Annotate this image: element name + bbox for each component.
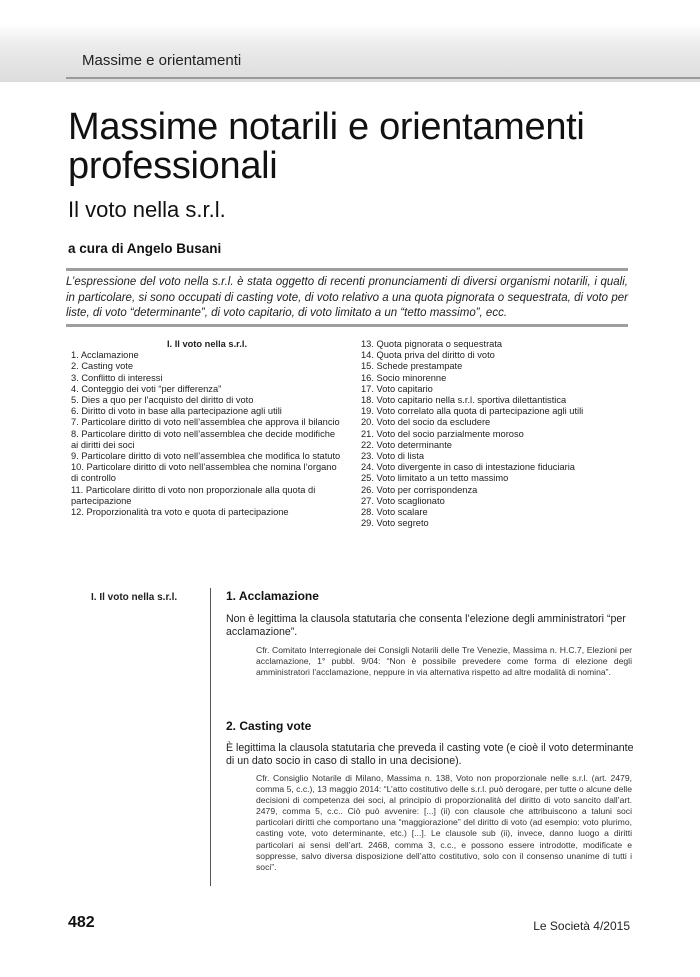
journal-issue: Le Società 4/2015: [533, 919, 630, 933]
section-heading-acclamazione: 1. Acclamazione: [226, 589, 319, 603]
toc-item[interactable]: 9. Particolare diritto di voto nell’assemblea che modifica lo statuto: [71, 451, 341, 462]
toc-item[interactable]: 8. Particolare diritto di voto nell’assemblea che decide modifiche ai diritti dei soci: [71, 428, 336, 450]
toc-right-column: [361, 339, 631, 529]
section-quote-casting-vote: Cfr. Consiglio Notarile di Milano, Massima n. 138, Voto non proporzionale nelle s.r.l. (art. 2479, comma 5, c.c.), 13 maggio 2014: “L’atto costitutivo delle s.r.l. può derogare, per tutte o alcune delle decisioni di competenza dei soci, al principio di proporzionalità del diritto di voto sancito dall’art. 2479, comma 5, c.c.. Ciò può avvenire: [...] (ii) con clausole che attribuiscono a taluni soci particolari diritti che comportano una “maggiorazione” del diritto di voto (ad esempio: voto plurimo, casting vote, voto determinante, etc.) [...]. Le clausole sub (ii), invece, danno luogo a diritti particolari ai sensi dell’art. 2468, comma 3, c.c., e possono essere introdotte, modificate e soppresse, salvo diversa disposizione dell’atto costitutivo, solo con il consenso unanime di tutti i soci”.: [256, 773, 632, 872]
article-title: Massime notarili e orientamenti professionali: [68, 106, 585, 187]
article-author: a cura di Angelo Busani: [68, 241, 222, 256]
toc-item[interactable]: 17. Voto capitario: [361, 383, 433, 394]
toc-left-column: [71, 339, 343, 518]
toc-item[interactable]: 22. Voto determinante: [361, 439, 452, 450]
section-body-acclamazione: Non è legittima la clausola statutaria che consenta l’elezione degli amministratori “per acclamazione”.: [226, 613, 626, 638]
toc-item[interactable]: 23. Voto di lista: [361, 451, 425, 462]
toc-item[interactable]: 3. Conflitto di interessi: [71, 372, 163, 383]
section-header-band: [0, 0, 700, 82]
column-divider: [210, 588, 211, 886]
toc-item[interactable]: 24. Voto divergente in caso di intestazione fiduciaria: [361, 462, 575, 473]
toc-item[interactable]: 13. Quota pignorata o sequestrata: [361, 339, 503, 349]
abstract: L’espressione del voto nella s.r.l. è stata oggetto di recenti pronunciamenti di diversi organismi notarili, i quali, in particolare, si sono occupati di casting vote, di voto relativo a una quota pignorata o sequestrata, di voto per liste, di voto “determinante”, di voto capitario, di voto limitato a un “tetto massimo”, ecc.: [66, 276, 628, 319]
toc-item[interactable]: 11. Particolare diritto di voto non proporzionale alla quota di partecipazione: [71, 484, 316, 506]
toc-heading: I. Il voto nella s.r.l.: [166, 339, 248, 349]
side-section-label: I. Il voto nella s.r.l.: [91, 592, 178, 603]
toc-item[interactable]: 6. Diritto di voto in base alla partecipazione agli utili: [71, 406, 282, 417]
toc-item[interactable]: 29. Voto segreto: [361, 518, 429, 529]
page-number: 482: [68, 914, 95, 931]
abstract-rule-top: [66, 268, 628, 271]
abstract-rule-bottom: [66, 324, 628, 327]
section-heading-casting-vote: 2. Casting vote: [226, 719, 312, 733]
toc-item[interactable]: 28. Voto scalare: [361, 507, 428, 518]
toc-item[interactable]: 15. Schede prestampate: [361, 361, 463, 372]
toc-item[interactable]: 12. Proporzionalità tra voto e quota di partecipazione: [71, 507, 289, 518]
header-rule: [66, 77, 700, 79]
toc-item[interactable]: 5. Dies a quo per l’acquisto del diritto di voto: [71, 395, 254, 406]
toc-item[interactable]: 21. Voto del socio parzialmente moroso: [361, 428, 524, 439]
toc-item[interactable]: 18. Voto capitario nella s.r.l. sportiva dilettantistica: [361, 395, 567, 406]
section-body-casting-vote: È legittima la clausola statutaria che preveda il casting vote (e cioè il voto determinante di un dato socio in caso di stallo in una decisione).: [226, 742, 634, 767]
toc-item[interactable]: 26. Voto per corrispondenza: [361, 484, 478, 495]
toc-item[interactable]: 16. Socio minorenne: [361, 372, 447, 383]
toc-item[interactable]: 2. Casting vote: [71, 361, 134, 372]
toc-item[interactable]: 4. Conteggio dei voti “per differenza”: [71, 383, 222, 394]
toc-item[interactable]: 25. Voto limitato a un tetto massimo: [361, 473, 509, 484]
toc-item[interactable]: 20. Voto del socio da escludere: [361, 417, 491, 428]
article-subtitle: Il voto nella s.r.l.: [68, 197, 226, 222]
toc-item[interactable]: 7. Particolare diritto di voto nell’assemblea che approva il bilancio: [71, 417, 340, 428]
toc-item[interactable]: 27. Voto scaglionato: [361, 495, 445, 506]
section-quote-acclamazione: Cfr. Comitato Interregionale dei Consigli Notarili delle Tre Venezie, Massima n. H.C.7, Elezioni per acclamazione, 1° pubbl. 9/04: “Non è possibile prevedere come forma di elezione degli amministratori l’acclamazione, neppure in via alternativa rispetto ad altre modalità di nomina”.: [256, 645, 632, 678]
toc-item[interactable]: 19. Voto correlato alla quota di partecipazione agli utili: [361, 406, 584, 417]
section-title: Massime e orientamenti: [82, 52, 242, 69]
toc-item[interactable]: 10. Particolare diritto di voto nell’assemblea che nomina l’organo di controllo: [71, 462, 337, 484]
toc-item[interactable]: 1. Acclamazione: [71, 350, 139, 361]
toc-item[interactable]: 14. Quota priva del diritto di voto: [361, 350, 495, 361]
